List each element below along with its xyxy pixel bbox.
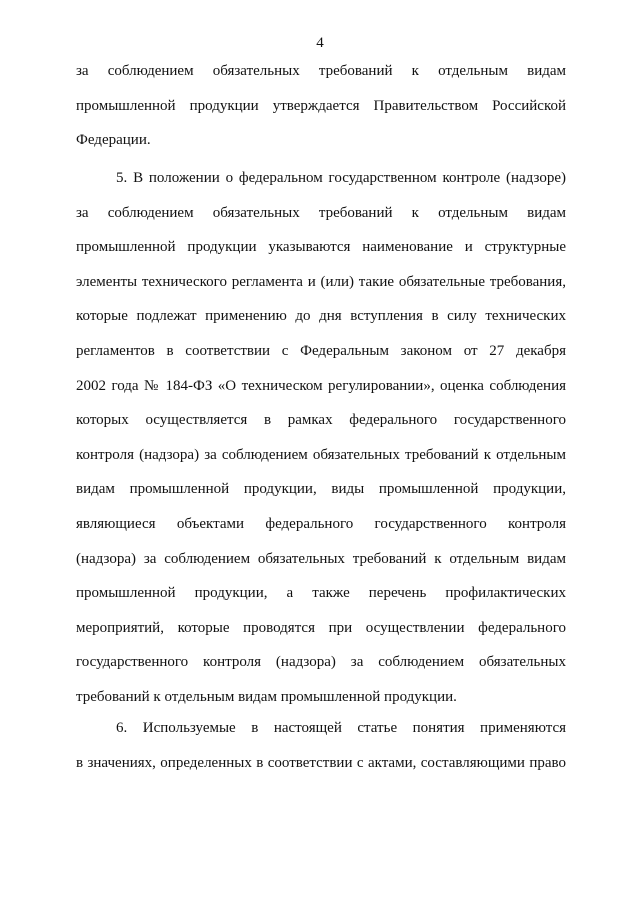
text-line: которые подлежат применению до дня вступления в силу технических <box>76 308 566 325</box>
text-line: 5. В положении о федеральном государственном контроле (надзоре) <box>116 170 566 186</box>
paragraph-item-5 <box>76 170 566 724</box>
text-line: которых осуществляется в рамках федерального государственного <box>76 412 566 429</box>
text-line: регламентов в соответствии с Федеральным законом от 27 декабря <box>76 342 566 359</box>
text-line: промышленной продукции, а также перечень профилактических <box>76 585 566 602</box>
text-line: видам промышленной продукции, виды промышленной продукции, <box>76 481 566 498</box>
text-line: мероприятий, которые проводятся при осуществлении федерального <box>76 619 566 636</box>
paragraph-item-6 <box>76 720 566 789</box>
text-line: являющиеся объектами федерального государственного контроля <box>76 515 566 532</box>
text-line: (надзора) за соблюдением обязательных требований к отдельным видам <box>76 550 566 567</box>
text-line: промышленной продукции утверждается Правительством Российской <box>76 97 566 114</box>
text-line: требований к отдельным видам промышленной продукции. <box>76 688 457 705</box>
text-line: за соблюдением обязательных требований к отдельным видам <box>76 204 566 221</box>
text-line: 6. Используемые в настоящей статье понятия применяются <box>116 720 566 736</box>
page-number: 4 <box>316 35 324 51</box>
text-line: государственного контроля (надзора) за соблюдением обязательных <box>76 654 566 671</box>
text-line: промышленной продукции указываются наименование и структурные <box>76 239 566 256</box>
text-line: 2002 года № 184-ФЗ «О техническом регулировании», оценка соблюдения <box>76 377 566 394</box>
text-line: контроля (надзора) за соблюдением обязательных требований к отдельным <box>76 446 566 463</box>
text-line: элементы технического регламента и (или) такие обязательные требования, <box>76 273 566 290</box>
text-line: за соблюдением обязательных требований к отдельным видам <box>76 63 566 79</box>
paragraph-continuation <box>76 63 566 167</box>
text-line: Федерации. <box>76 132 151 149</box>
text-line: в значениях, определенных в соответствии с актами, составляющими право <box>76 754 566 771</box>
